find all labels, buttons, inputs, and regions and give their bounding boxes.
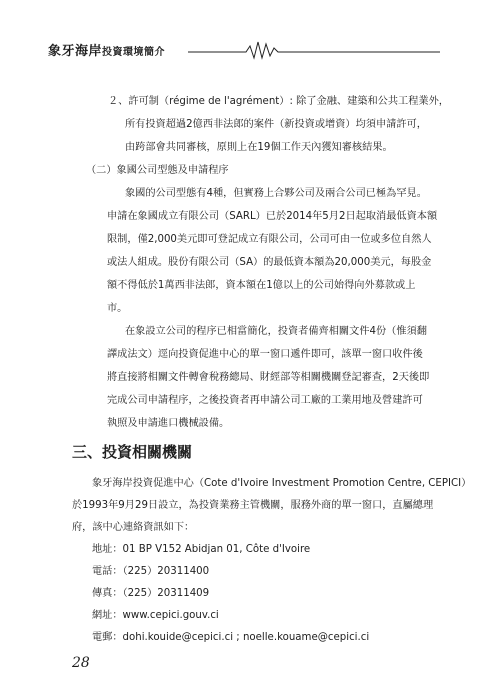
section-title: 三、投資相關機關 <box>72 443 193 461</box>
body-line-12: 譯成法文）逕向投資促進中心的單一窗口遞件即可，該單一窗口收件後 <box>107 349 423 360</box>
body-line-14: 完成公司申請程序，之後投資者再申請公司工廠的工業用地及營建許可 <box>107 395 423 406</box>
body-line-5: 象國的公司型態有4種，但實務上合夥公司及兩合公司已極為罕見。 <box>125 188 427 199</box>
body-line-3: 由跨部會共同審核，原則上在19個工作天內獲知審核結果。 <box>125 142 393 153</box>
body-line-7: 限制，僅2,000美元即可登記成立有限公司，公司可由一位或多位自然人 <box>107 234 432 245</box>
section-line-1: 象牙海岸投資促進中心（Cote d'Ivoire Investment Promotion Centre, CEPICI） <box>92 478 472 489</box>
running-header-main: 象牙海岸 <box>48 44 103 59</box>
section-line-3: 府，該中心連絡資訊如下： <box>72 522 195 533</box>
body-line-13: 將直接將相關文件轉會稅務總局、財經部等相關機關登記審查，2天後即 <box>107 372 430 383</box>
contact-website: 網址：www.cepici.gouv.ci <box>92 610 219 621</box>
page-header <box>48 38 440 60</box>
contact-fax: 傳真：（225）20311409 <box>92 588 210 599</box>
body-line-1: ２、許可制（régime de l'agrément）: 除了金融、建築和公共工程業外， <box>108 96 449 107</box>
body-line-8: 或法人組成。股份有限公司（SA）的最低資本額為20,000美元，每股金 <box>107 257 432 268</box>
body-line-10: 市。 <box>107 303 128 314</box>
body-line-9: 額不得低於1萬西非法郎，資本額在1億以上的公司始得向外募款或上 <box>107 280 416 291</box>
subsection-heading: （二）象國公司型態及申請程序 <box>86 165 229 176</box>
body-line-2: 所有投資超過2億西非法郎的案件（新投資或增資）均須申請許可， <box>125 119 427 130</box>
contact-phone: 電話：（225）20311400 <box>92 566 210 577</box>
section-line-2: 於1993年9月29日設立，為投資業務主管機關，服務外商的單一窗口，直屬總理 <box>72 500 434 511</box>
body-line-15: 執照及申請進口機械設備。 <box>107 418 230 429</box>
contact-email: 電郵：dohi.kouide@cepici.ci ; noelle.kouame@cepici.ci <box>92 632 370 643</box>
body-line-6: 申請在象國成立有限公司（SARL）已於2014年5月2日起取消最低資本額 <box>107 211 438 222</box>
page-number: 28 <box>72 655 90 671</box>
running-header-sub: 投資環境簡介 <box>102 47 166 58</box>
body-line-11: 在象設立公司的程序已相當簡化，投資者備齊相關文件4份（惟須翻 <box>125 326 427 337</box>
contact-address: 地址：01 BP V152 Abidjan 01, Côte d'Ivoire <box>92 544 311 555</box>
running-header-title <box>48 40 165 59</box>
